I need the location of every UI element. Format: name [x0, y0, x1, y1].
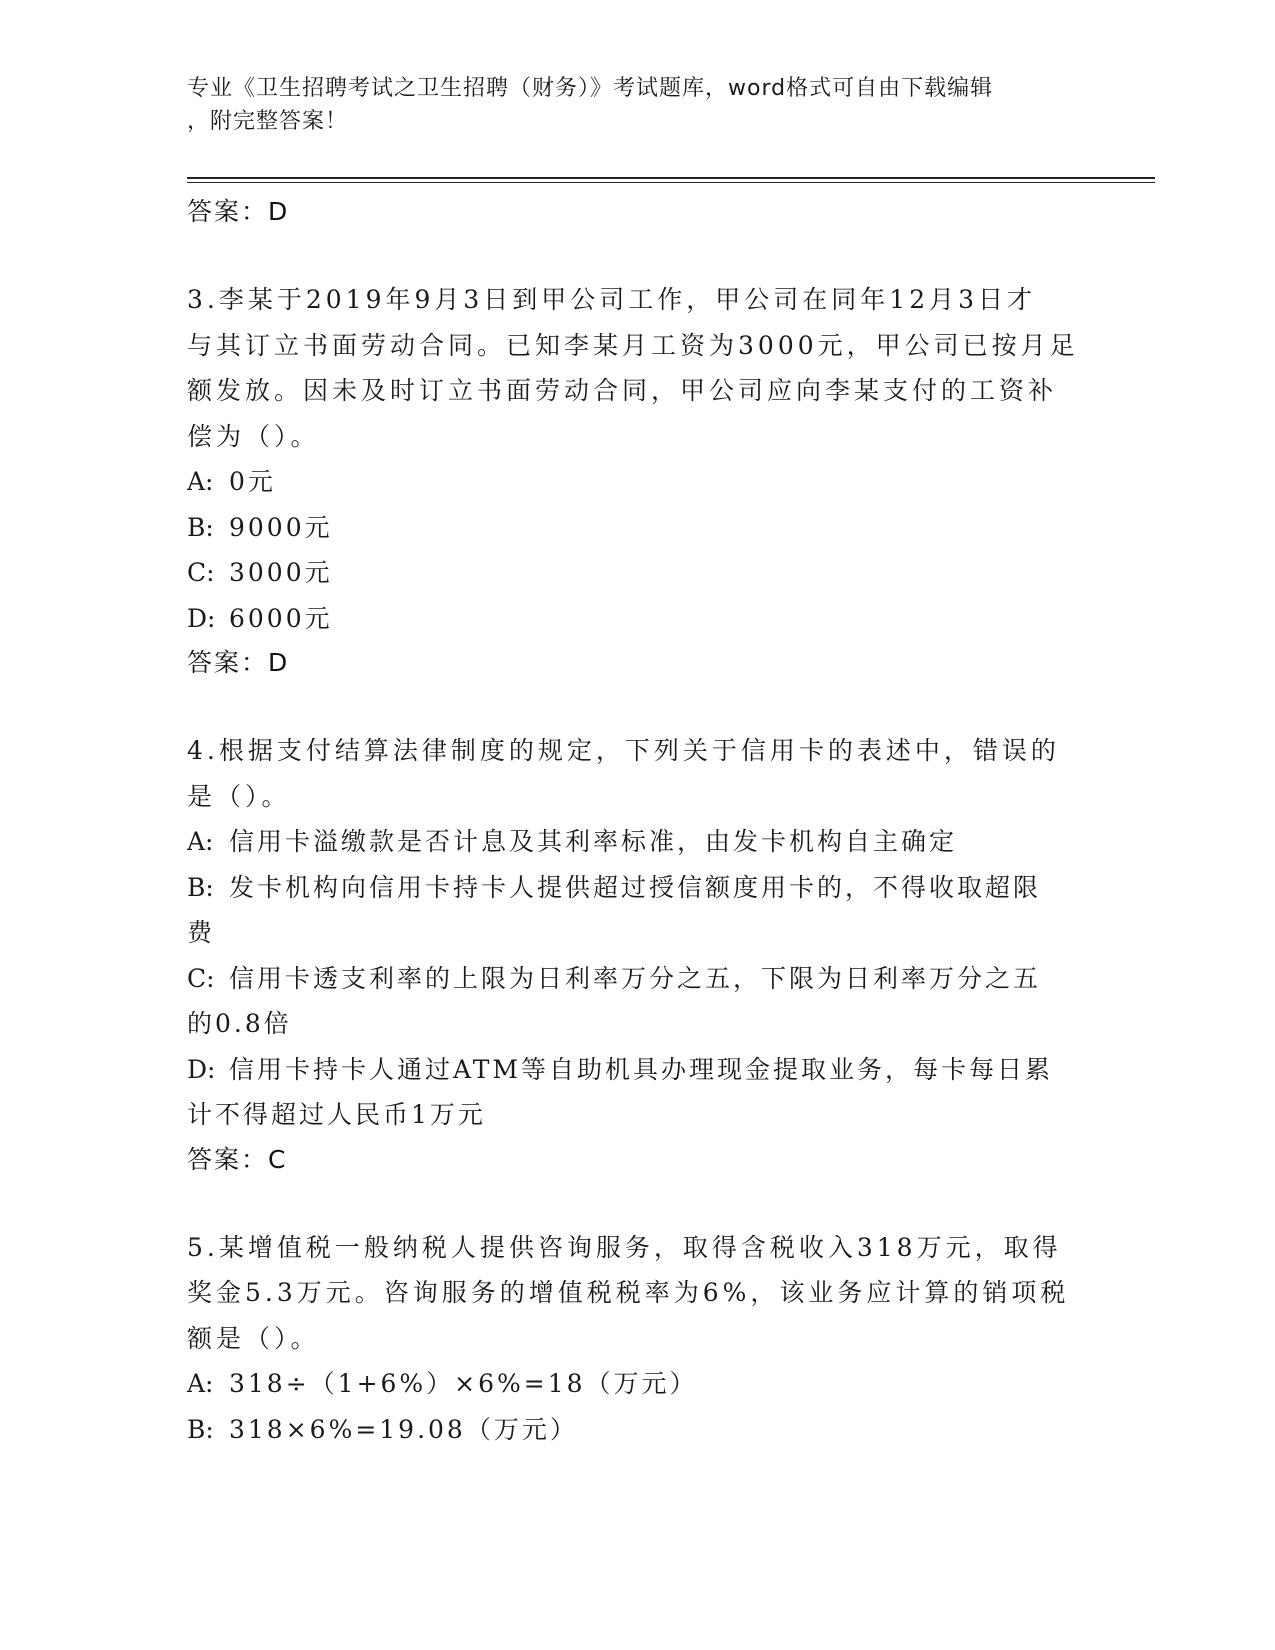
option-label: A:	[187, 467, 214, 496]
option-label: D:	[187, 1054, 216, 1084]
question-4-stem	[187, 728, 1087, 819]
option-text: 3000元	[229, 558, 333, 587]
question-5-stem	[187, 1225, 1087, 1362]
question-3-option-d	[187, 596, 1087, 642]
option-text: 318÷（1+6%）×6%=18（万元）	[229, 1369, 698, 1398]
option-text: 9000元	[229, 512, 333, 542]
question-5-option-b	[187, 1407, 1087, 1453]
question-5-option-a	[187, 1361, 1087, 1407]
option-text: 0元	[229, 467, 276, 496]
question-3-option-a	[187, 459, 1087, 505]
question-3-option-b	[187, 505, 1087, 551]
document-body	[187, 190, 1087, 1452]
question-stem-line: 与其订立书面劳动合同。已知李某月工资为3000元，甲公司已按月足	[187, 330, 1079, 360]
option-label: B:	[187, 872, 214, 902]
question-3-option-c	[187, 550, 1087, 596]
option-label: B:	[187, 512, 214, 542]
option-text: 信用卡溢缴款是否计息及其利率标准，由发卡机构自主确定	[229, 827, 958, 856]
question-stem-line: 5.某增值税一般纳税人提供咨询服务，取得含税收入318万元，取得	[187, 1232, 1062, 1262]
option-text: 发卡机构向信用卡持卡人提供超过授信额度用卡的，不得收取超限	[229, 872, 1042, 902]
header-line-2: ，附完整答案！	[187, 109, 349, 134]
option-label: A:	[187, 827, 214, 856]
question-4-option-c	[187, 956, 1087, 1002]
question-stem-line: 奖金5.3万元。咨询服务的增值税税率为6%，该业务应计算的销项税	[187, 1278, 1070, 1307]
option-label: C:	[187, 558, 215, 587]
question-3-answer: 答案：D	[187, 648, 290, 677]
option-label: C:	[187, 963, 215, 993]
question-stem-line: 4.根据支付结算法律制度的规定，下列关于信用卡的表述中，错误的	[187, 736, 1060, 765]
previous-answer: 答案：D	[187, 197, 290, 226]
question-stem-line: 偿为（）。	[187, 421, 320, 451]
question-4-option-b	[187, 865, 1087, 911]
question-3-stem	[187, 277, 1087, 459]
option-text: 6000元	[229, 603, 333, 633]
question-stem-line: 额是（）。	[187, 1323, 320, 1353]
question-4-option-a	[187, 819, 1087, 865]
question-4-option-d-cont: 计不得超过人民币1万元	[187, 1100, 486, 1129]
question-4-option-c-cont: 的0.8倍	[187, 1009, 292, 1038]
question-stem-line: 是（）。	[187, 781, 291, 811]
header-rule-thick	[187, 177, 1155, 179]
option-label: B:	[187, 1414, 214, 1444]
question-4-option-b-cont: 费	[187, 918, 216, 947]
question-4-option-d	[187, 1047, 1087, 1093]
option-text: 信用卡透支利率的上限为日利率万分之五，下限为日利率万分之五	[229, 963, 1042, 993]
question-stem-line: 3.李某于2019年9月3日到甲公司工作，甲公司在同年12月3日才	[187, 285, 1037, 314]
header-rule-thin	[187, 182, 1155, 183]
option-text: 信用卡持卡人通过ATM等自助机具办理现金提取业务，每卡每日累	[229, 1054, 1053, 1084]
document-header	[187, 72, 1077, 138]
question-stem-line: 额发放。因未及时订立书面劳动合同，甲公司应向李某支付的工资补	[187, 376, 1058, 405]
option-label: A:	[187, 1369, 214, 1398]
header-line-1: 专业《卫生招聘考试之卫生招聘（财务）》考试题库，word格式可自由下载编辑	[187, 76, 994, 101]
option-text: 318×6%=19.08（万元）	[229, 1414, 578, 1444]
question-4-answer: 答案：C	[187, 1144, 288, 1174]
option-label: D:	[187, 603, 216, 633]
